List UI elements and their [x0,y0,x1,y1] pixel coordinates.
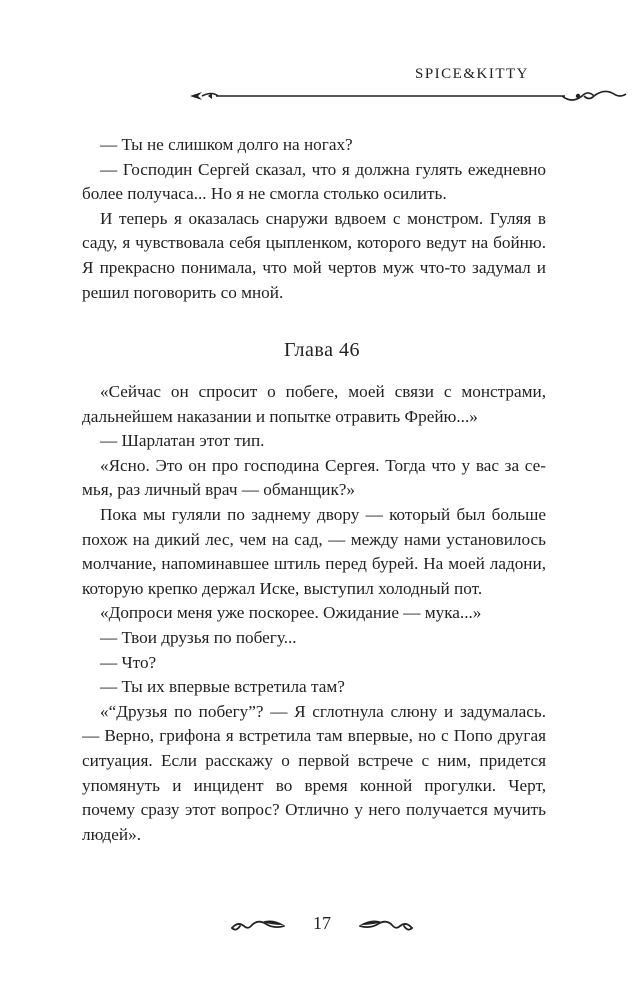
paragraph: — Ты их впервые встретила там? [100,677,345,697]
paragraph: — Твои друзья по побегу... [100,627,297,647]
text-block-top [82,133,546,305]
paragraph: — Что? [100,652,157,672]
header-ornament-rule [190,84,630,108]
text-block-chapter [82,380,546,847]
paragraph: — Ты не слишком долго на ногах? [100,135,353,154]
paragraph: — Господин Сергей сказал, что я должна гулять ежедневно более получаса... Но я не смогла столько осилить. [82,159,546,204]
paragraph: «Сейчас он спросит о побеге, моей связи с монстрами, дальнейшем наказании и попытке отравить Фрейю...» [82,382,546,426]
chapter-title: Глава 46 [284,339,360,361]
paragraph: «Допроси меня уже поскорее. Ожидание — мука...» [100,603,482,623]
paragraph: «Ясно. Это он про господина Сергея. Тогда что у вас за семья, раз личный врач — обманщик?» [82,455,546,500]
paragraph: И теперь я оказалась снаружи вдвоем с монстром. Гуляя в саду, я чувствовала себя цыпленком, которого ведут на бойню. Я прекрасно понимала, что мой чертов муж что-то задумал и решил поговорить со мной. [82,208,546,302]
page-number: 17 [313,913,331,933]
paragraph: «“Друзья по побегу”? — Я сглотнула слюну и задумалась. — Верно, грифона я встретила там впервые, но с Попо другая ситуация. Если расскажу о первой встрече с ним, придется упомянуть и инцидент во время конной прогулки. Черт, почему сразу этот вопрос? Отлично у него получается мучить людей». [82,701,546,844]
paragraph: — Шарлатан этот тип. [100,431,265,451]
running-header-title: SPICE&KITTY [415,66,529,82]
paragraph: Пока мы гуляли по заднему двору — который был больше похож на дикий лес, чем на сад, — между нами установилось молчание, напоминавшее штиль перед бурей. На моей ладони, которую крепко держал Иске, выступил холодный пот. [82,504,546,598]
